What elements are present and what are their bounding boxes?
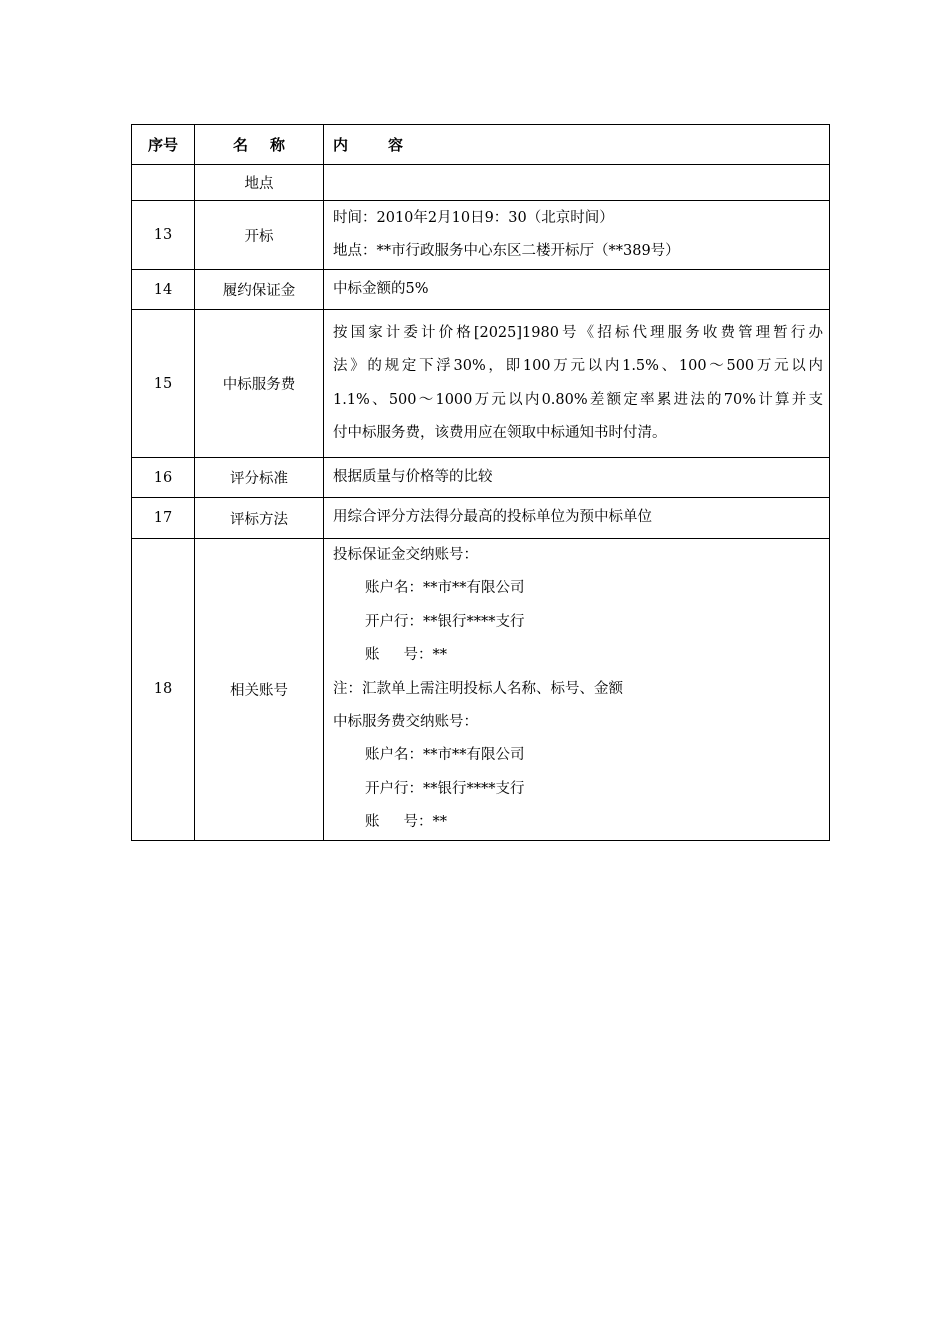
table-row bbox=[132, 201, 830, 270]
content-line: 根据质量与价格等的比较 bbox=[333, 468, 493, 485]
row-name: 评分标准 bbox=[195, 458, 324, 498]
table-row bbox=[132, 310, 830, 458]
row-name: 开标 bbox=[195, 201, 324, 270]
row-content bbox=[324, 458, 830, 498]
row-name: 中标服务费 bbox=[195, 310, 324, 458]
account-label-part-1: 账 bbox=[365, 647, 380, 664]
row-content bbox=[324, 270, 830, 310]
content-line: 1.1%、500～1000万元以内0.80%差额定率累进法的70%计算并支 bbox=[333, 391, 823, 408]
table-row bbox=[132, 498, 830, 539]
row-no: 13 bbox=[132, 201, 195, 270]
row-content bbox=[324, 165, 830, 201]
account-label-part-2: 号：** bbox=[403, 647, 447, 664]
row-name: 相关账号 bbox=[195, 539, 324, 841]
header-content-part-2: 容 bbox=[388, 136, 404, 154]
table-row bbox=[132, 165, 830, 201]
row-content bbox=[324, 201, 830, 270]
content-line: 中标服务费交纳账号： bbox=[333, 713, 478, 730]
header-no: 序号 bbox=[132, 125, 195, 165]
content-line: 时间：2010年2月10日9：30（北京时间） bbox=[333, 209, 614, 226]
content-line bbox=[333, 639, 823, 672]
row-content bbox=[324, 539, 830, 841]
table-row bbox=[132, 270, 830, 310]
row-name: 评标方法 bbox=[195, 498, 324, 539]
header-content bbox=[324, 125, 830, 165]
content-line: 地点：**市行政服务中心东区二楼开标厅（**389号） bbox=[333, 243, 680, 259]
content-line: 法》的规定下浮30%，即100万元以内1.5%、100～500万元以内 bbox=[333, 358, 823, 375]
row-no: 14 bbox=[132, 270, 195, 310]
row-no: 18 bbox=[132, 539, 195, 841]
content-line: 开户行：**银行****支行 bbox=[365, 780, 525, 797]
header-name-part-2: 称 bbox=[270, 136, 286, 154]
header-name bbox=[195, 125, 324, 165]
account-label-part-1: 账 bbox=[365, 814, 380, 831]
row-no: 15 bbox=[132, 310, 195, 458]
row-name: 履约保证金 bbox=[195, 270, 324, 310]
row-no bbox=[132, 165, 195, 201]
header-content-part-1: 内 bbox=[333, 136, 349, 154]
content-line: 注：汇款单上需注明投标人名称、标号、金额 bbox=[333, 680, 623, 697]
table-row bbox=[132, 539, 830, 841]
content-line: 中标金额的5% bbox=[333, 280, 429, 297]
table-header-row bbox=[132, 125, 830, 165]
tender-info-table bbox=[131, 124, 830, 841]
content-line: 账户名：**市**有限公司 bbox=[365, 580, 525, 597]
row-no: 17 bbox=[132, 498, 195, 539]
content-line: 开户行：**银行****支行 bbox=[365, 613, 525, 630]
content-line: 付中标服务费，该费用应在领取中标通知书时付清。 bbox=[333, 424, 667, 441]
row-content bbox=[324, 310, 830, 458]
content-line: 按国家计委计价格[2025]1980号《招标代理服务收费管理暂行办 bbox=[333, 324, 823, 341]
content-line: 账户名：**市**有限公司 bbox=[365, 747, 525, 764]
account-label-part-2: 号：** bbox=[403, 814, 447, 831]
header-name-part-1: 名 bbox=[232, 136, 248, 154]
row-name: 地点 bbox=[195, 165, 324, 201]
table-row bbox=[132, 458, 830, 498]
row-content bbox=[324, 498, 830, 539]
content-line bbox=[333, 806, 823, 839]
row-no: 16 bbox=[132, 458, 195, 498]
content-line: 用综合评分方法得分最高的投标单位为预中标单位 bbox=[333, 509, 652, 526]
content-line: 投标保证金交纳账号： bbox=[333, 547, 478, 563]
